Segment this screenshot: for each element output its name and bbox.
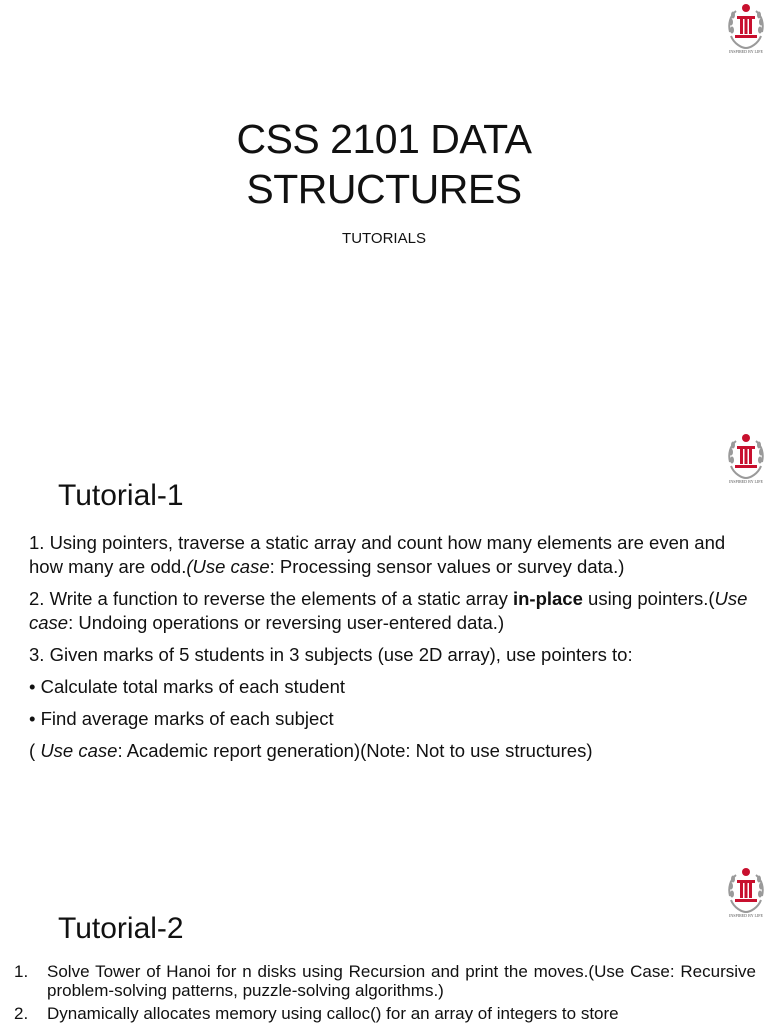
list-item-text: Dynamically allocates memory using calloc() for an array of integers to store [47, 1004, 619, 1023]
institution-logo-icon [724, 866, 768, 920]
list-item [14, 962, 756, 1000]
tutorial-1-body [29, 531, 754, 771]
question-3-note: ( Use case: Academic report generation)(Note: Not to use structures) [29, 740, 593, 761]
tutorial-2-heading: Tutorial-2 [58, 912, 184, 945]
tutorial-2-slide [0, 862, 768, 1024]
list-item [14, 1004, 756, 1023]
tutorial-1-slide [0, 430, 768, 830]
bullet-item: • Find average marks of each subject [29, 708, 334, 729]
list-item-text: Solve Tower of Hanoi for n disks using Recursion and print the moves.(Use Case: Recursive problem-solving patterns, puzzle-solving algorithms.) [47, 962, 756, 1000]
list-item-number: 1. [14, 962, 29, 981]
bullet-item: • Calculate total marks of each student [29, 676, 345, 697]
page-title [0, 114, 768, 214]
subtitle: TUTORIALS [342, 230, 426, 247]
title-line-1: CSS 2101 DATA [236, 116, 532, 162]
title-slide [0, 0, 768, 410]
tutorial-2-list [14, 962, 756, 1024]
question-3: 3. Given marks of 5 students in 3 subjects (use 2D array), use pointers to: [29, 644, 633, 665]
tutorial-1-heading: Tutorial-1 [58, 479, 184, 512]
question-1: 1. Using pointers, traverse a static array and count how many elements are even and how many are odd.(Use case: Processing sensor values or survey data.) [29, 532, 726, 577]
title-line-2: STRUCTURES [246, 166, 522, 212]
list-item-number: 2. [14, 1004, 29, 1023]
institution-logo-icon [724, 432, 768, 486]
institution-logo-icon [724, 2, 768, 56]
question-2: 2. Write a function to reverse the elements of a static array in-place using pointers.(Use case: Undoing operations or reversing user-entered data.) [29, 588, 748, 633]
